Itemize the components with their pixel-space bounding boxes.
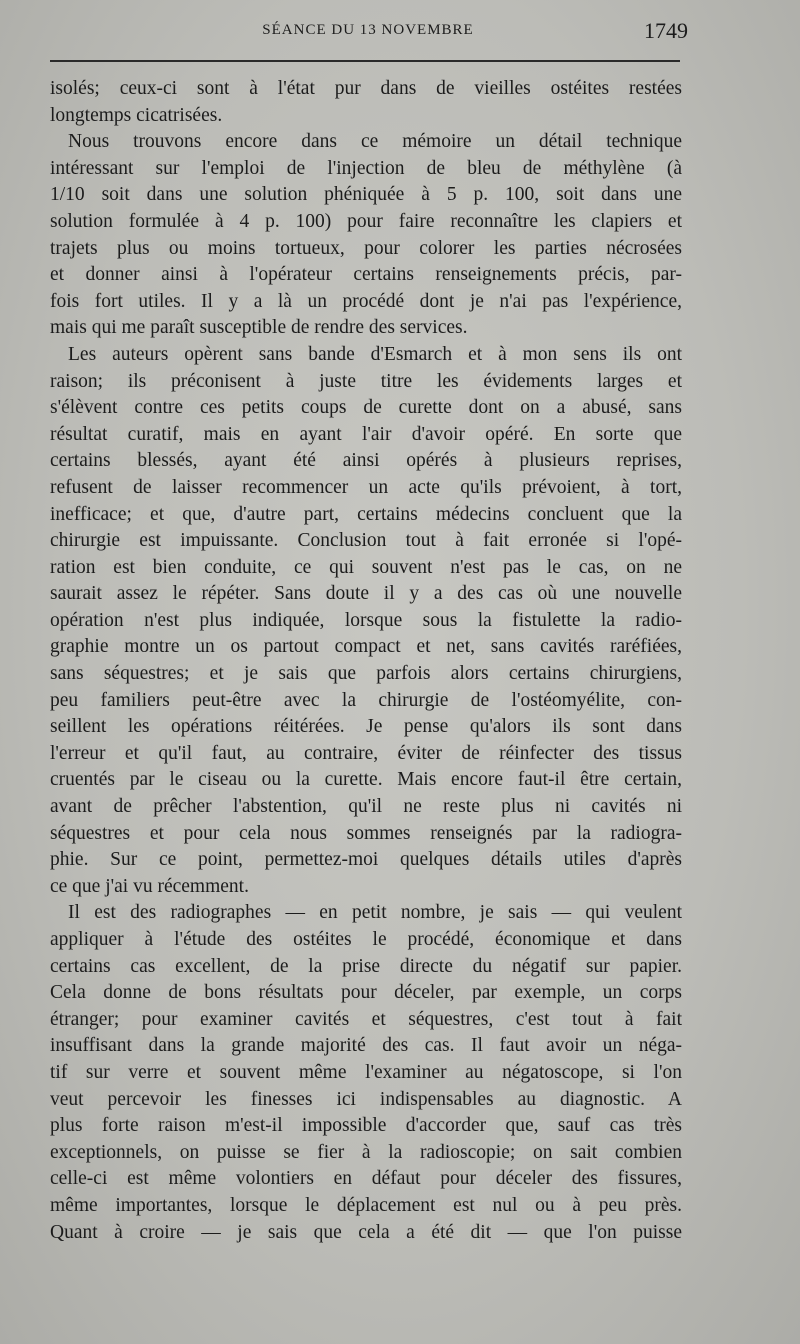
- text-line: Il est des radiographes — en petit nombre, je sais — qui veulent: [68, 902, 682, 924]
- text-line: refusent de laisser recommencer un acte qu'ils prévoient, à tort,: [50, 476, 682, 498]
- text-line: phie. Sur ce point, permettez-moi quelques détails utiles d'après: [50, 849, 682, 871]
- text-line: chirurgie est impuissante. Conclusion tout à fait erronée si l'opé-: [50, 530, 682, 552]
- text-line: avant de prêcher l'abstention, qu'il ne reste plus ni cavités ni: [50, 796, 682, 818]
- text-line: inefficace; et que, d'autre part, certains médecins concluent que la: [50, 503, 682, 525]
- text-line: Cela donne de bons résultats pour déceler, par exemple, un corps: [50, 982, 682, 1004]
- text-line: ce que j'ai vu récemment.: [50, 875, 249, 897]
- text-line: veut percevoir les finesses ici indispensables au diagnostic. A: [50, 1088, 682, 1110]
- text-line: intéressant sur l'emploi de l'injection de bleu de méthylène (à: [50, 157, 682, 179]
- text-line: Quant à croire — je sais que cela a été dit — que l'on puisse: [50, 1221, 682, 1243]
- text-line: ration est bien conduite, ce qui souvent n'est pas le cas, on ne: [50, 556, 682, 578]
- text-line: insuffisant dans la grande majorité des cas. Il faut avoir un néga-: [50, 1035, 682, 1057]
- text-line: longtemps cicatrisées.: [50, 104, 223, 126]
- text-line: Nous trouvons encore dans ce mémoire un détail technique: [68, 131, 682, 153]
- text-line: raison; ils préconisent à juste titre les évidements larges et: [50, 370, 682, 392]
- header-rule: [50, 60, 680, 62]
- text-line: isolés; ceux-ci sont à l'état pur dans de vieilles ostéites restées: [50, 78, 682, 99]
- text-line: cruentés par le ciseau ou la curette. Mais encore faut-il être certain,: [50, 769, 682, 791]
- body-text: [50, 76, 682, 1246]
- text-line: saurait assez le répéter. Sans doute il y a des cas où une nouvelle: [50, 583, 682, 605]
- text-line: appliquer à l'étude des ostéites le procédé, économique et dans: [50, 929, 682, 950]
- text-line: opération n'est plus indiquée, lorsque sous la fistulette la radio-: [50, 609, 682, 631]
- text-line: fois fort utiles. Il y a là un procédé dont je n'ai pas l'expérience,: [50, 290, 682, 312]
- text-line: exceptionnels, on puisse se fier à la radioscopie; on sait combien: [50, 1141, 682, 1163]
- text-line: sans séquestres; et je sais que parfois alors certains chirurgiens,: [50, 663, 682, 685]
- text-line: graphie montre un os partout compact et net, sans cavités raréfiées,: [50, 636, 682, 658]
- text-line: seillent les opérations réitérées. Je pense qu'alors ils sont dans: [50, 716, 682, 738]
- text-line: solution formulée à 4 p. 100) pour faire reconnaître les clapiers et: [50, 210, 682, 232]
- page-number: 1749: [644, 18, 688, 43]
- running-title: SÉANCE DU 13 NOVEMBRE: [262, 22, 474, 38]
- text-line: plus forte raison m'est-il impossible d'accorder que, sauf cas très: [50, 1115, 682, 1137]
- text-line: et donner ainsi à l'opérateur certains renseignements précis, par-: [50, 264, 682, 286]
- text-line: étranger; pour examiner cavités et séquestres, c'est tout à fait: [50, 1008, 682, 1030]
- page-header: [48, 18, 688, 46]
- text-line: celle-ci est même volontiers en défaut pour déceler des fissures,: [50, 1168, 682, 1190]
- text-line: 1/10 soit dans une solution phéniquée à 5 p. 100, soit dans une: [50, 184, 682, 206]
- text-line: mais qui me paraît susceptible de rendre des services.: [50, 317, 468, 339]
- text-line: trajets plus ou moins tortueux, pour colorer les parties nécrosées: [50, 237, 682, 259]
- text-line: même importantes, lorsque le déplacement est nul ou à peu près.: [50, 1194, 682, 1216]
- text-line: séquestres et pour cela nous sommes renseignés par la radiogra-: [50, 822, 682, 844]
- text-line: certains cas excellent, de la prise directe du négatif sur papier.: [50, 955, 682, 977]
- text-line: résultat curatif, mais en ayant l'air d'avoir opéré. En sorte que: [50, 423, 682, 445]
- text-line: s'élèvent contre ces petits coups de curette dont on a abusé, sans: [50, 397, 682, 419]
- text-line: Les auteurs opèrent sans bande d'Esmarch et à mon sens ils ont: [68, 343, 682, 365]
- text-line: peu familiers peut-être avec la chirurgie de l'ostéomyélite, con-: [50, 689, 682, 711]
- text-line: tif sur verre et souvent même l'examiner au négatoscope, si l'on: [50, 1061, 682, 1083]
- text-line: certains blessés, ayant été ainsi opérés à plusieurs reprises,: [50, 450, 682, 472]
- text-line: l'erreur et qu'il faut, au contraire, éviter de réinfecter des tissus: [50, 742, 682, 764]
